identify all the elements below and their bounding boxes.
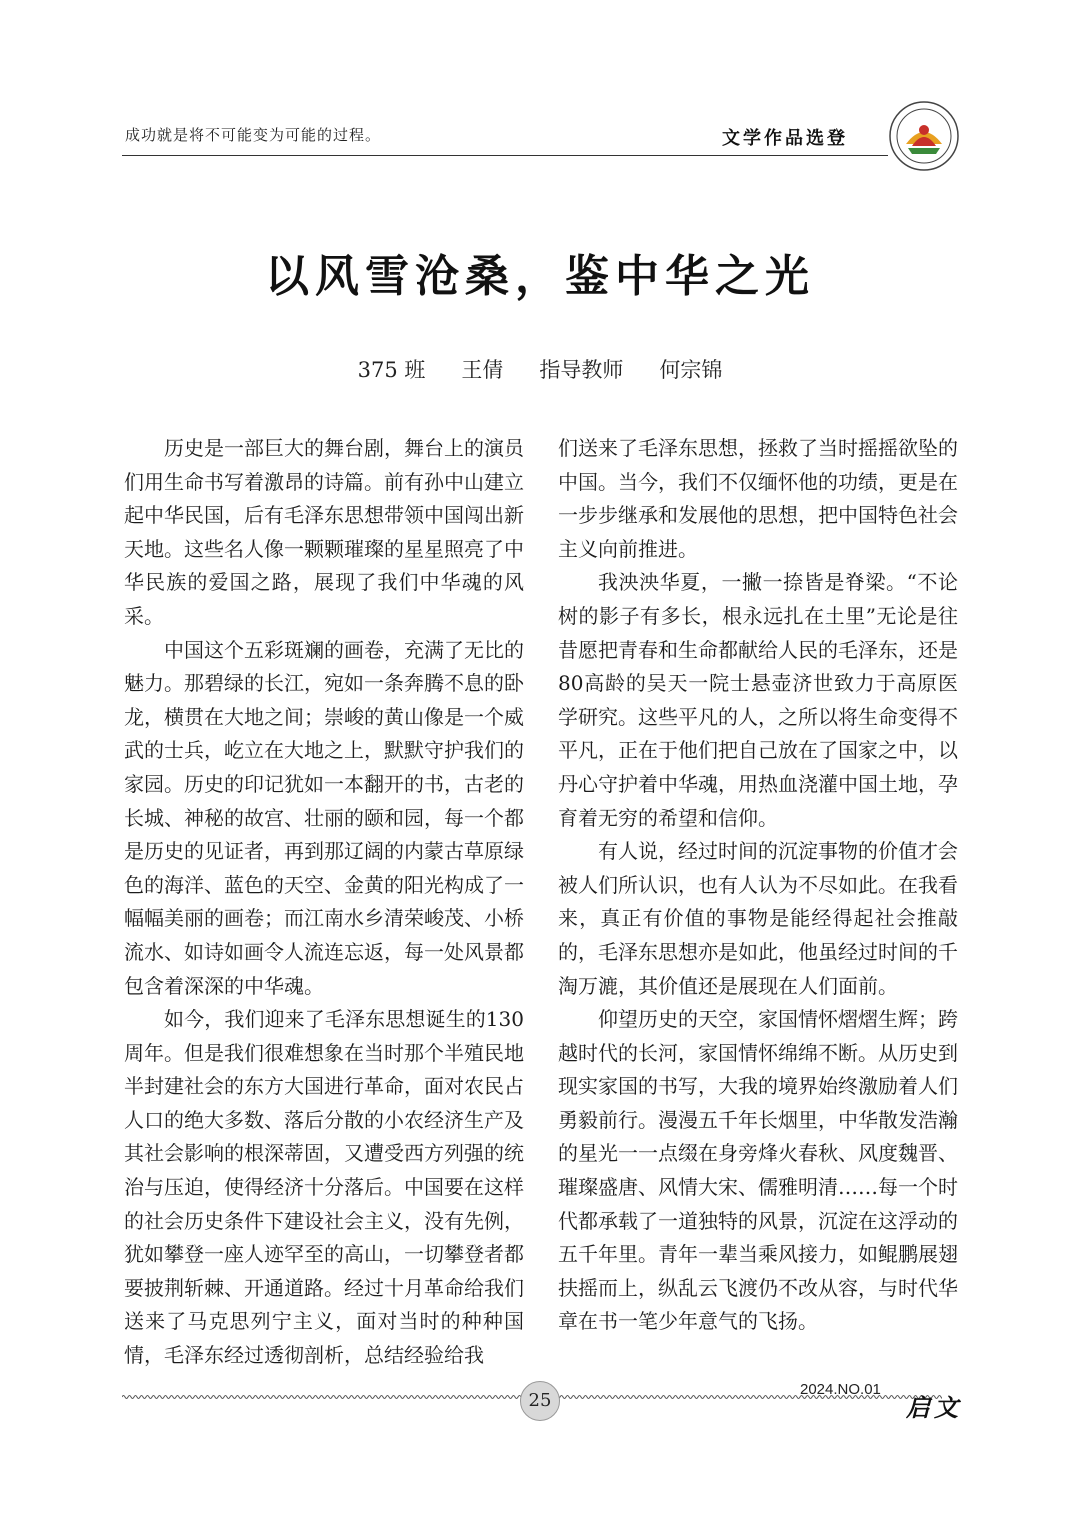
page-number: 25 (520, 1381, 560, 1421)
header-section-title: 文学作品选登 (722, 128, 848, 149)
byline-advisor: 何宗锦 (659, 358, 723, 382)
body-paragraph: 仰望历史的天空，家国情怀熠熠生辉；跨越时代的长河，家国情怀绵绵不断。从历史到现实家国的书写，大我的境界始终激励着人们勇毅前行。漫漫五千年长烟里，中华散发浩瀚的星光一一点缀在身旁烽火春秋、风度魏晋、璀璨盛唐、风情大宋、儒雅明清……每一个时代都承载了一道独特的风景，沉淀在这浮动的五千年里。青年一辈当乘风接力，如鲲鹏展翅扶摇而上，纵乱云飞渡仍不改从容，与时代华章在书一笔少年意气的飞扬。 (558, 1007, 958, 1334)
issue-number: 2024.NO.01 (800, 1381, 881, 1398)
byline-author: 王倩 (461, 358, 504, 382)
body-paragraph: 我泱泱华夏，一撇一捺皆是脊梁。“不论树的影子有多长，根永远扎在土里”无论是往昔愿把青春和生命都献给人民的毛泽东，还是80高龄的吴天一院士悬壶济世致力于高原医学研究。这些平凡的人，之所以将生命变得不平凡，正在于他们把自己放在了国家之中，以丹心守护着中华魂，用热血浇灌中国土地，孕育着无穷的希望和信仰。 (558, 570, 958, 830)
magazine-name: 启文 (906, 1393, 962, 1422)
article-title: 以风雪沧桑，鉴中华之光 (265, 251, 815, 302)
header-motto: 成功就是将不可能变为可能的过程。 (125, 126, 382, 144)
body-column-right (558, 432, 958, 1339)
school-logo (888, 100, 960, 172)
byline-class: 375 班 (357, 358, 426, 382)
body-paragraph-continuation: 们送来了毛泽东思想，拯救了当时摇摇欲坠的中国。当今，我们不仅缅怀他的功绩，更是在一步步继承和发展他的思想，把中国特色社会主义向前推进。 (558, 436, 958, 561)
article-byline (0, 354, 1080, 384)
byline-advisor-label: 指导教师 (539, 358, 624, 382)
body-column-left (124, 432, 524, 1373)
body-paragraph: 历史是一部巨大的舞台剧，舞台上的演员们用生命书写着激昂的诗篇。前有孙中山建立起中华民国，后有毛泽东思想带领中国闯出新天地。这些名人像一颗颗璀璨的星星照亮了中华民族的爱国之路，展现了我们中华魂的风采。 (124, 436, 524, 628)
body-paragraph: 如今，我们迎来了毛泽东思想诞生的130周年。但是我们很难想象在当时那个半殖民地半封建社会的东方大国进行革命，面对农民占人口的绝大多数、落后分散的小农经济生产及其社会影响的根深蒂固，又遭受西方列强的统治与压迫，使得经济十分落后。中国要在这样的社会历史条件下建设社会主义，没有先例，犹如攀登一座人迹罕至的高山，一切攀登者都要披荆斩棘、开通道路。经过十月革命给我们送来了马克思列宁主义，面对当时的种种国情，毛泽东经过透彻剖析，总结经验给我 (124, 1007, 524, 1368)
body-paragraph: 有人说，经过时间的沉淀事物的价值才会被人们所认识，也有人认为不尽如此。在我看来，真正有价值的事物是能经得起社会推敲的，毛泽东思想亦是如此，他虽经过时间的千淘万漉，其价值还是展现在人们面前。 (558, 839, 958, 998)
header-rule (122, 155, 888, 156)
body-paragraph: 中国这个五彩斑斓的画卷，充满了无比的魅力。那碧绿的长江，宛如一条奔腾不息的卧龙，横贯在大地之间；崇峻的黄山像是一个威武的士兵，屹立在大地之上，默默守护我们的家园。历史的印记犹如一本翻开的书，古老的长城、神秘的故宫、壮丽的颐和园，每一个都是历史的见证者，再到那辽阔的内蒙古草原绿色的海洋、蓝色的天空、金黄的阳光构成了一幅幅美丽的画卷；而江南水乡清荣峻茂、小桥流水、如诗如画令人流连忘返，每一处风景都包含着深深的中华魂。 (124, 637, 524, 998)
